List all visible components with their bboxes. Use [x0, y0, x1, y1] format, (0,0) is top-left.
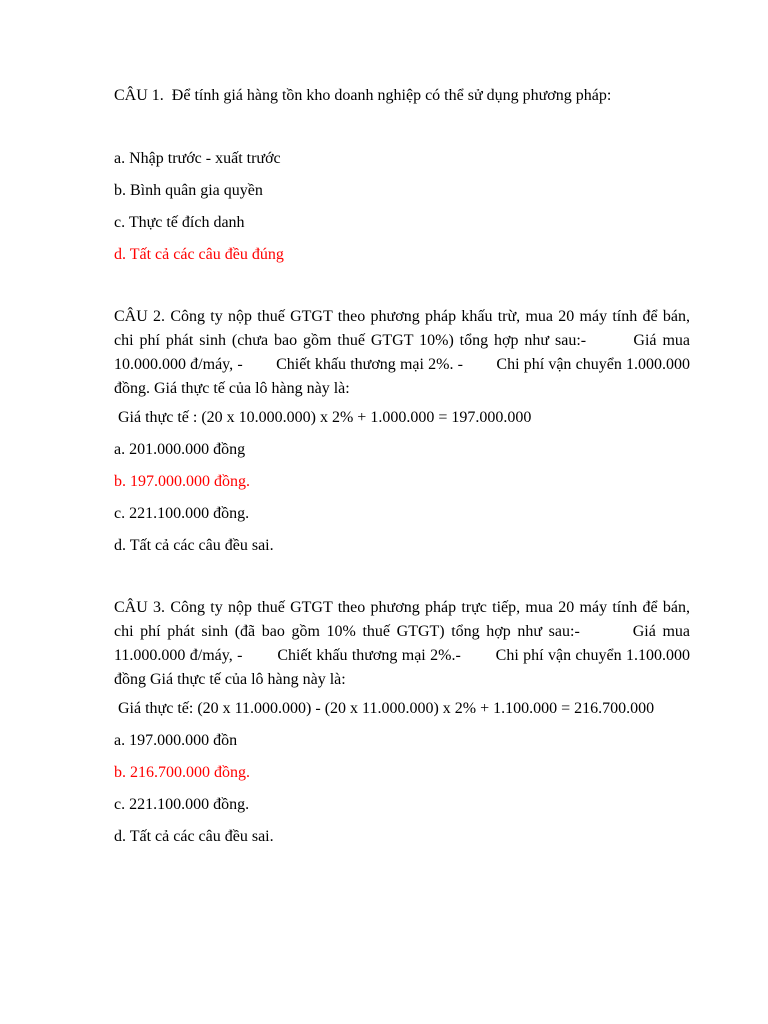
question-1-option-c: c. Thực tế đích danh: [114, 214, 245, 231]
question-2-stem: CÂU 2. Công ty nộp thuế GTGT theo phương pháp khấu trừ, mua 20 máy tính để bán, chi phí phát sinh (chưa bao gồm thuế GTGT 10%) tổng hợp như sau:- Giá mua 10.000.000 đ/máy, - Chiết khấu thương mại 2%. - Chi phí vận chuyển 1.000.000 đồng. Giá thực tế của lô hàng này là:: [114, 308, 694, 397]
question-1-option-a: a. Nhập trước - xuất trước: [114, 150, 281, 167]
question-1-stem: CÂU 1. Để tính giá hàng tồn kho doanh nghiệp có thể sử dụng phương pháp:: [114, 87, 612, 104]
question-3-option-d: d. Tất cả các câu đều sai.: [114, 828, 274, 845]
question-3-option-b-correct: b. 216.700.000 đồng.: [114, 764, 250, 781]
question-3-option-c: c. 221.100.000 đồng.: [114, 796, 250, 813]
question-3-solution: Giá thực tế: (20 x 11.000.000) - (20 x 11.000.000) x 2% + 1.100.000 = 216.700.000: [118, 700, 655, 717]
question-3-option-a: a. 197.000.000 đồn: [114, 732, 238, 749]
question-2-solution: Giá thực tế : (20 x 10.000.000) x 2% + 1.000.000 = 197.000.000: [118, 409, 532, 426]
question-3: [114, 596, 694, 857]
document-page: [114, 84, 694, 857]
question-2-option-d: d. Tất cả các câu đều sai.: [114, 537, 274, 554]
question-1: [114, 84, 690, 275]
question-2: [114, 305, 694, 566]
question-1-option-b: b. Bình quân gia quyền: [114, 182, 263, 199]
question-2-option-c: c. 221.100.000 đồng.: [114, 505, 250, 522]
question-3-stem: CÂU 3. Công ty nộp thuế GTGT theo phương pháp trực tiếp, mua 20 máy tính để bán, chi phí phát sinh (đã bao gồm 10% thuế GTGT) tổng hợp như sau:- Giá mua 11.000.000 đ/máy, - Chiết khấu thương mại 2%.- Chi phí vận chuyển 1.100.000 đồng Giá thực tế của lô hàng này là:: [114, 599, 694, 688]
question-1-option-d-correct: d. Tất cả các câu đều đúng: [114, 246, 284, 263]
question-2-option-a: a. 201.000.000 đồng: [114, 441, 246, 458]
question-2-option-b-correct: b. 197.000.000 đồng.: [114, 473, 250, 490]
